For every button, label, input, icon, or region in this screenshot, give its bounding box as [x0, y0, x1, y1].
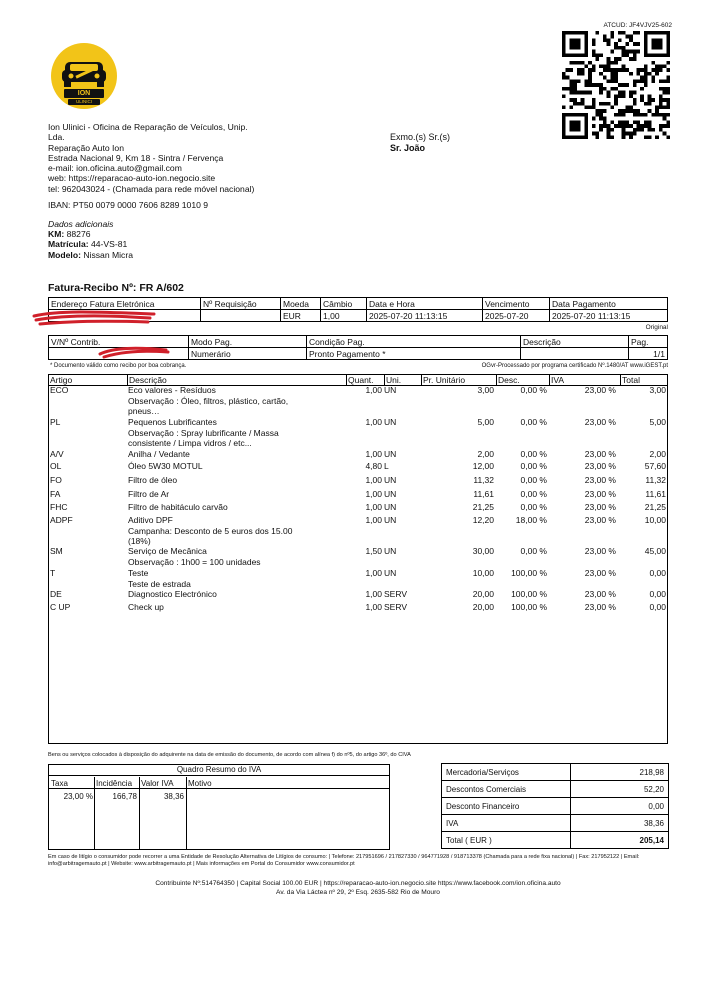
company-line: Estrada Nacional 9, Km 18 - Sintra / Fervença: [48, 152, 224, 163]
client-name: Sr. João: [390, 143, 426, 153]
company-email: e-mail: ion.oficina.auto@gmail.com: [48, 163, 182, 174]
vat-rate: 23,00 %: [63, 792, 93, 801]
due-date-value: 2025-07-20: [483, 310, 550, 322]
plate-row: [48, 239, 133, 249]
line-observation: Observação : Óleo, filtros, plástico, cartão, pneus…: [128, 395, 289, 416]
model-value: Nissan Micra: [83, 249, 133, 260]
line-vat: 23,00 %: [584, 502, 616, 512]
line-code: FO: [50, 475, 62, 485]
header-cell: Moeda: [281, 298, 321, 310]
line-vat: 23,00 %: [584, 589, 616, 599]
company-info: [48, 122, 278, 194]
header-cell: Data e Hora: [367, 298, 483, 310]
redaction-mark: [96, 342, 172, 360]
line-discount: 0,00 %: [520, 385, 547, 395]
line-unit-price: 3,00: [477, 385, 494, 395]
header-cell: Câmbio: [321, 298, 367, 310]
payment-header-cell: V/Nº Contrib.: [49, 336, 189, 348]
line-quantity: 1,00: [365, 515, 382, 525]
line-total: 45,00: [644, 546, 666, 556]
line-description-text: Check up: [128, 602, 164, 612]
col-header-unit-price: Pr. Unitário: [423, 375, 466, 385]
line-code: ECO: [50, 385, 69, 395]
line-observation: Observação : Spray lubrificante / Massa consistente / Limpa vidros / etc...: [128, 427, 279, 448]
additional-data: [48, 219, 133, 260]
line-unit: UN: [384, 489, 397, 499]
line-total: 5,00: [649, 417, 666, 427]
totals-value: 0,00: [571, 798, 669, 815]
totals-row: [442, 764, 669, 781]
line-description-text: Pequenos Lubrificantes: [128, 417, 217, 427]
line-unit-price: 11,32: [473, 475, 494, 485]
line-unit: UN: [384, 515, 397, 525]
line-unit: UN: [384, 546, 397, 556]
line-quantity: 1,00: [365, 602, 382, 612]
line-vat: 23,00 %: [584, 449, 616, 459]
line-description-text: Diagnostico Electrónico: [128, 589, 217, 599]
payment-condition-value: Pronto Pagamento *: [307, 348, 521, 360]
vat-header-amount: Valor IVA: [141, 779, 174, 788]
line-unit: UN: [384, 417, 397, 427]
company-line: Ion Ulinici - Oficina de Reparação de Veículos, Unip.: [48, 122, 248, 132]
line-discount: 100,00 %: [511, 602, 547, 612]
line-code: SM: [50, 546, 63, 556]
company-web: web: https://reparacao-auto-ion.negocio.site: [48, 173, 216, 184]
line-description-text: Aditivo DPF: [128, 515, 173, 525]
line-quantity: 1,00: [365, 568, 382, 578]
additional-data-title: Dados adicionais: [48, 219, 114, 229]
col-header-quantity: Quant.: [348, 375, 374, 385]
line-unit: UN: [384, 475, 397, 485]
line-description-text: Eco valores - Resíduos: [128, 385, 216, 395]
line-unit: UN: [384, 385, 397, 395]
line-quantity: 1,00: [365, 385, 382, 395]
model-label: Modelo:: [48, 249, 81, 260]
description-value: [521, 348, 629, 360]
line-unit: L: [384, 461, 389, 471]
line-description-text: Filtro de habitáculo carvão: [128, 502, 228, 512]
line-vat: 23,00 %: [584, 568, 616, 578]
totals-table: [441, 763, 669, 849]
client-salutation: Exmo.(s) Sr.(s): [390, 132, 450, 142]
payment-header-cell: Pag.: [629, 336, 668, 348]
line-unit-price: 20,00: [472, 589, 494, 599]
header-value: [201, 310, 281, 322]
line-total: 0,00: [649, 589, 666, 599]
header-cell: Vencimento: [483, 298, 550, 310]
col-header-discount: Desc.: [498, 375, 520, 385]
line-unit: UN: [384, 449, 397, 459]
line-description: [128, 449, 308, 460]
line-vat: 23,00 %: [584, 602, 616, 612]
line-description: [128, 602, 308, 613]
line-description: [128, 417, 308, 449]
line-discount: 100,00 %: [511, 568, 547, 578]
atcud-code: ATCUD: JF4VJV25-602: [603, 22, 672, 29]
line-discount: 0,00 %: [520, 461, 547, 471]
company-line: Reparação Auto Ion: [48, 142, 124, 153]
line-description: [128, 385, 308, 417]
plate-value: 44-VS-81: [90, 239, 128, 250]
line-code: C UP: [50, 602, 71, 612]
line-description: [128, 461, 308, 472]
page-value: 1/1: [629, 348, 668, 360]
col-header-description: Descrição: [129, 375, 167, 385]
line-description: [128, 568, 308, 589]
line-total: 21,25: [644, 502, 666, 512]
footer-address: Av. da Via Láctea nº 29, 2º Esq. 2635-582 Rio de Mouro: [276, 888, 440, 896]
line-code: OL: [50, 461, 62, 471]
line-discount: 0,00 %: [520, 489, 547, 499]
line-total: 10,00: [644, 515, 666, 525]
line-unit-price: 12,20: [472, 515, 494, 525]
payment-date-value: 2025-07-20 11:13:15: [550, 310, 668, 322]
payment-mode-value: Numerário: [189, 348, 307, 360]
totals-label: Desconto Financeiro: [442, 798, 571, 815]
model-row: [48, 250, 133, 260]
line-discount: 0,00 %: [520, 417, 547, 427]
grand-total-value: 205,14: [571, 832, 669, 849]
line-description-text: Serviço de Mecânica: [128, 546, 207, 556]
line-description-text: Filtro de Ar: [128, 489, 170, 499]
col-header-unit: Uni.: [386, 375, 402, 385]
vat-header-rate: Taxa: [51, 779, 68, 788]
line-quantity: 1,00: [365, 417, 382, 427]
plate-label: Matrícula:: [48, 239, 89, 250]
grand-total-row: [442, 832, 669, 849]
redaction-mark: [30, 306, 160, 328]
vat-column-divider: [94, 777, 95, 850]
dispute-resolution-note: Em caso de litígio o consumidor pode recorrer a uma Entidade de Resolução Alternativa de Litígios de consumo: | Telefone: 217951696 / 217827330 / 964771928 / 918713378 (Chamada para a rede fixa nacional) | Fax: 217952122 | Email: info@arbitragemauto.pt | Website: www.arbitragemauto.pt | Mais informações em Portal do Consumidor www.consumidor.pt: [48, 854, 640, 868]
payment-header-cell: Condição Pag.: [307, 336, 521, 348]
km-row: [48, 229, 133, 239]
line-quantity: 1,00: [365, 449, 382, 459]
line-unit-price: 21,25: [472, 502, 494, 512]
vat-column-divider: [139, 777, 140, 850]
line-unit-price: 11,61: [473, 489, 494, 499]
line-description: [128, 502, 308, 513]
line-description-text: Óleo 5W30 MOTUL: [128, 461, 203, 471]
line-discount: 0,00 %: [520, 502, 547, 512]
line-unit: UN: [384, 502, 397, 512]
line-total: 0,00: [649, 602, 666, 612]
line-total: 3,00: [649, 385, 666, 395]
km-value: 88276: [66, 229, 91, 240]
vat-summary-box: [48, 764, 390, 850]
document-title: Fatura-Recibo Nº: FR A/602: [48, 282, 184, 294]
payment-header-cell: Modo Pag.: [189, 336, 307, 348]
totals-value: 38,36: [571, 815, 669, 832]
line-unit: SERV: [384, 602, 407, 612]
line-description-text: Anilha / Vedante: [128, 449, 190, 459]
col-header-total: Total: [622, 375, 640, 385]
vat-amount: 38,36: [163, 792, 184, 801]
line-vat: 23,00 %: [584, 475, 616, 485]
line-observation: Campanha: Desconto de 5 euros dos 15.00 (18%): [128, 525, 293, 546]
line-quantity: 4,80: [365, 461, 382, 471]
line-vat: 23,00 %: [584, 417, 616, 427]
line-unit-price: 2,00: [477, 449, 494, 459]
line-vat: 23,00 %: [584, 546, 616, 556]
line-unit-price: 10,00: [472, 568, 494, 578]
column-divider: [496, 374, 497, 386]
line-code: A/V: [50, 449, 64, 459]
logo-subtext: ULINICI: [75, 99, 92, 104]
line-code: PL: [50, 417, 61, 427]
line-discount: 100,00 %: [511, 589, 547, 599]
company-phone: tel: 962043024 - (Chamada para rede móvel nacional): [48, 183, 255, 194]
line-quantity: 1,00: [365, 489, 382, 499]
footer: [48, 880, 668, 897]
line-description-text: Teste: [128, 568, 149, 578]
totals-label: Descontos Comerciais: [442, 781, 571, 798]
datetime-value: 2025-07-20 11:13:15: [367, 310, 483, 322]
qr-code-icon: [562, 31, 670, 139]
totals-row: [442, 815, 669, 832]
line-quantity: 1,00: [365, 502, 382, 512]
line-code: DE: [50, 589, 62, 599]
totals-label: Mercadoria/Serviços: [442, 764, 571, 781]
line-total: 57,60: [644, 461, 666, 471]
currency-value: EUR: [281, 310, 321, 322]
line-observation: Teste de estrada: [128, 578, 191, 589]
line-unit-price: 20,00: [472, 602, 494, 612]
line-quantity: 1,00: [365, 589, 382, 599]
line-discount: 0,00 %: [520, 449, 547, 459]
line-discount: 0,00 %: [520, 475, 547, 485]
line-total: 2,00: [649, 449, 666, 459]
line-discount: 0,00 %: [520, 546, 547, 556]
totals-value: 218,98: [571, 764, 669, 781]
line-code: FA: [50, 489, 61, 499]
line-code: FHC: [50, 502, 68, 512]
footer-line: Contribuinte Nº:514764350 | Capital Social 100.00 EUR | https://reparacao-auto-ion.negocio.site https://www.facebook.com/ion.oficina.auto: [155, 880, 561, 887]
km-label: KM:: [48, 229, 65, 240]
line-vat: 23,00 %: [584, 461, 616, 471]
receipt-note: * Documento válido como recibo por boa cobrança.: [50, 363, 187, 369]
totals-row: [442, 781, 669, 798]
line-unit-price: 30,00: [472, 546, 494, 556]
header-cell: Data Pagamento: [550, 298, 668, 310]
vat-header-reason: Motivo: [188, 779, 212, 788]
line-unit-price: 5,00: [477, 417, 494, 427]
copy-label: Original: [645, 324, 668, 331]
qr-block: [556, 22, 672, 144]
header-cell: Nº Requisição: [201, 298, 281, 310]
line-quantity: 1,50: [365, 546, 382, 556]
line-vat: 23,00 %: [584, 489, 616, 499]
totals-label: IVA: [442, 815, 571, 832]
vat-summary-title: Quadro Resumo do IVA: [48, 764, 390, 776]
line-total: 0,00: [649, 568, 666, 578]
company-line: Lda.: [48, 132, 65, 143]
totals-value: 52,20: [571, 781, 669, 798]
line-unit: SERV: [384, 589, 407, 599]
grand-total-label: Total ( EUR ): [442, 832, 571, 849]
line-description: [128, 475, 308, 486]
line-vat: 23,00 %: [584, 515, 616, 525]
line-unit: UN: [384, 568, 397, 578]
software-certification-note: OGvr-Processado por programa certificado Nº.1480/AT www.iGEST.pt: [481, 363, 668, 369]
line-description: [128, 515, 308, 547]
line-description: [128, 589, 308, 600]
line-description-text: Filtro de óleo: [128, 475, 178, 485]
exchange-value: 1,00: [321, 310, 367, 322]
line-quantity: 1,00: [365, 475, 382, 485]
vat-base: 166,78: [112, 792, 137, 801]
line-vat: 23,00 %: [584, 385, 616, 395]
payment-header-cell: Descrição: [521, 336, 629, 348]
totals-row: [442, 798, 669, 815]
vat-header-base: Incidência: [96, 779, 133, 788]
col-header-article: Artigo: [50, 375, 73, 385]
client-block: [390, 132, 450, 154]
line-observation: Observação : 1h00 = 100 unidades: [128, 556, 261, 567]
line-total: 11,32: [645, 475, 666, 485]
line-discount: 18,00 %: [515, 515, 547, 525]
col-header-vat: IVA: [551, 375, 565, 385]
line-unit-price: 12,00: [472, 461, 494, 471]
line-description: [128, 546, 308, 567]
line-total: 11,61: [645, 489, 666, 499]
header-cell: Endereço Fatura Eletrónica: [49, 298, 201, 310]
company-logo: [50, 42, 118, 114]
line-description: [128, 489, 308, 500]
line-code: T: [50, 568, 56, 578]
logo-text: ION: [77, 90, 91, 97]
company-iban: IBAN: PT50 0079 0000 7606 8289 1010 9: [48, 200, 209, 210]
vat-legal-note: Bens ou serviços colocados à disposição do adquirente na data de emissão do documento, de acordo com alínea f) do nº5, do artigo 36º, do CIVA: [48, 752, 411, 758]
vat-column-divider: [186, 777, 187, 850]
line-code: ADPF: [50, 515, 73, 525]
